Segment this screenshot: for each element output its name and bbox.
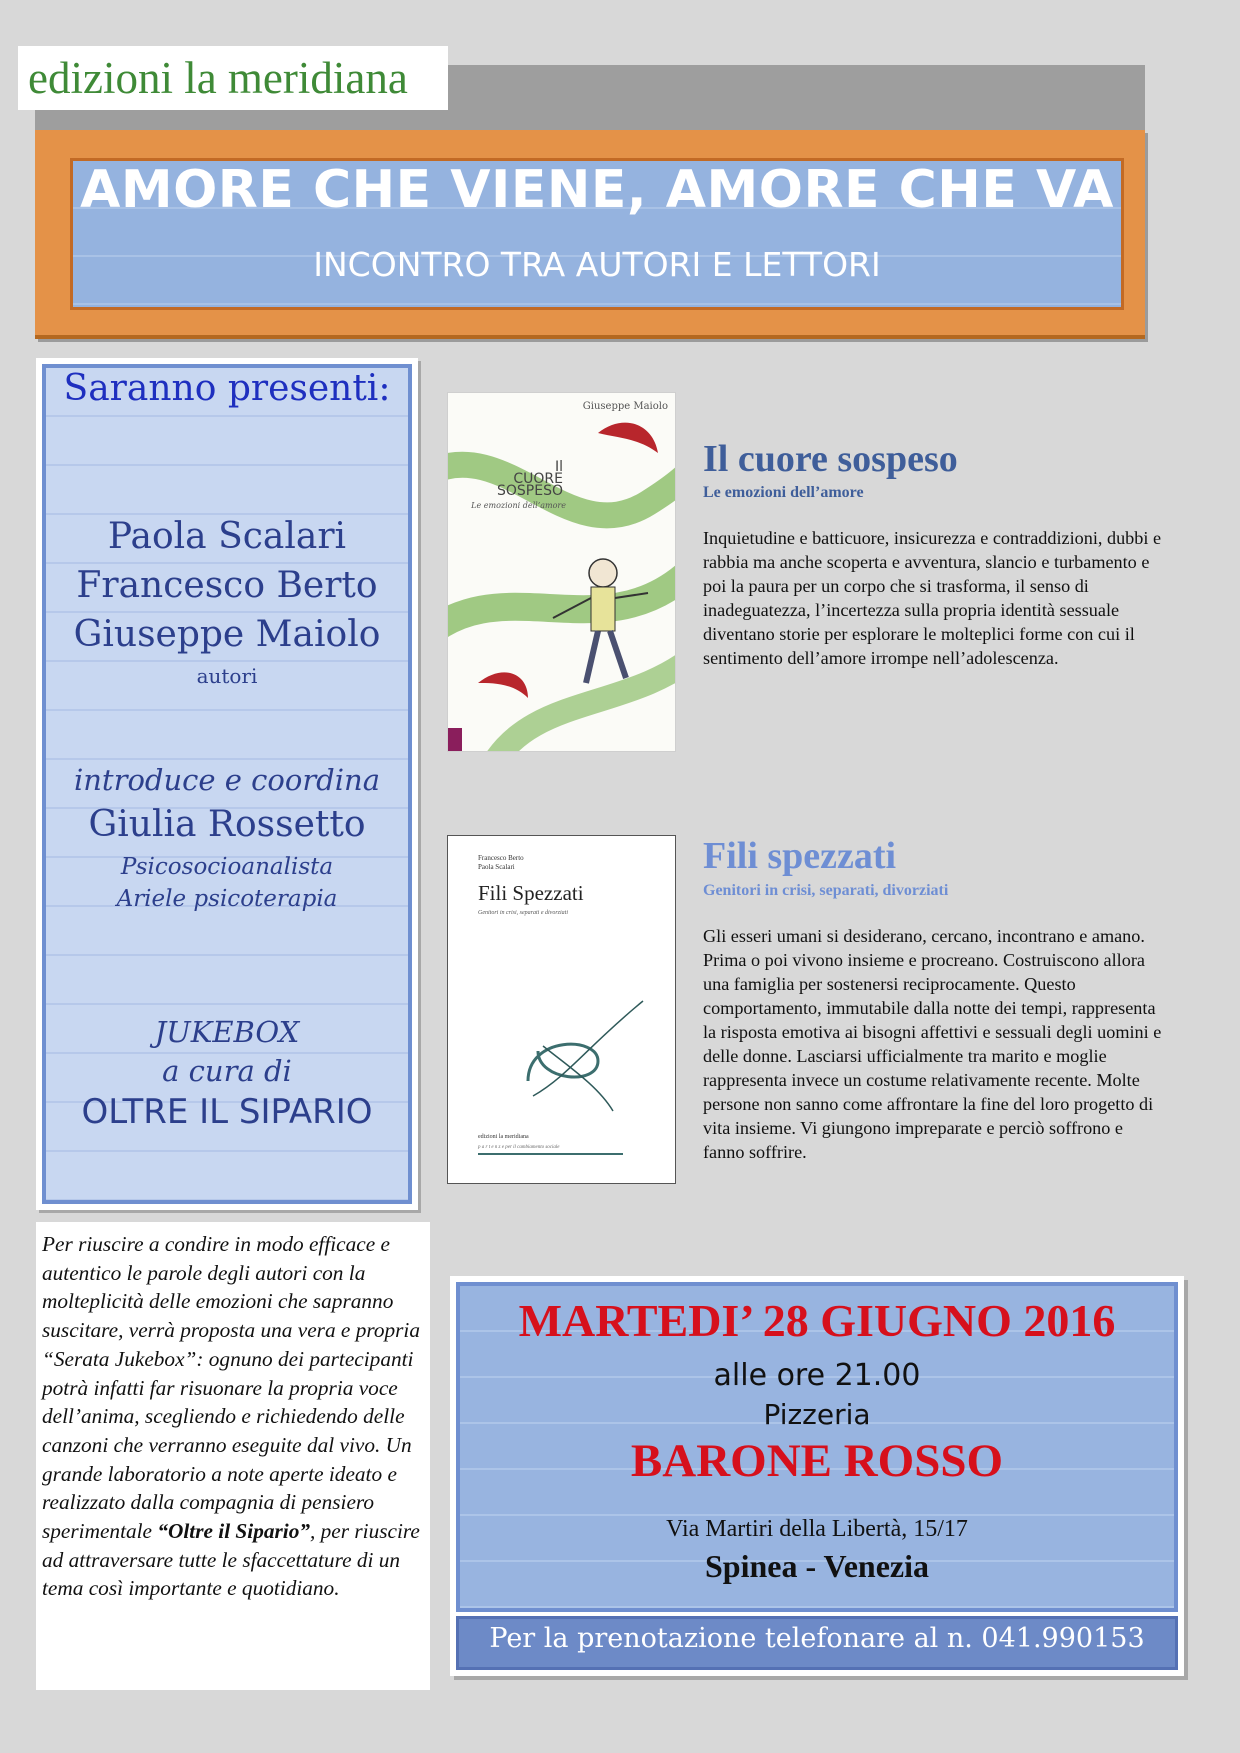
booking-phone: Per la prenotazione telefonare al n. 041.990153 [489, 1623, 1145, 1654]
event-time: alle ore 21.00 [713, 1358, 921, 1393]
book-subtitle: Le emozioni dell’amore [703, 484, 864, 501]
banner-title: AMORE CHE VIENE, AMORE CHE VA [80, 160, 1114, 220]
venue-name: BARONE ROSSO [630, 1435, 1004, 1487]
cover-knot-drawing [448, 836, 675, 1183]
jukebox-description [36, 1222, 430, 1690]
cover-author: Giuseppe Maiolo [582, 401, 668, 412]
banner-subtitle: INCONTRO TRA AUTORI E LETTORI [313, 245, 881, 284]
cover-subtitle: Le emozioni dell’amore [471, 501, 566, 510]
publisher-name: edizioni la meridiana [28, 53, 408, 103]
venue-address: Via Martiri della Libertà, 15/17 [666, 1516, 968, 1542]
presenters-panel [36, 358, 418, 1210]
cover-title: Fili Spezzati [478, 881, 584, 905]
author-name: Giuseppe Maiolo [73, 614, 381, 655]
moderator-role: Ariele psicoterapia [116, 886, 338, 912]
book-cover-cuore-sospeso [447, 392, 676, 752]
company-emphasis: “Oltre il Sipario” [157, 1519, 310, 1544]
cover-illustration [448, 393, 675, 751]
presenters-heading: Saranno presenti: [63, 368, 391, 409]
book-subtitle: Genitori in crisi, separati, divorziati [703, 882, 949, 899]
jukebox-description-text: Per riuscire a condire in modo efficace e autentico le parole degli autori con la molteplicità delle emozioni che sapranno suscitare, verrà proposta una vera e propria “Serata Jukebox”: ognuno dei partecipanti potrà infatti far risuonare la propria voce dell’anima, scegliendo e richiedendo delle canzoni che verranno eseguite dal vivo. Un grande laboratorio a note aperte ideato e realizzato dalla compagnia di pensiero sperimentale “Oltre il Sipario”, per riuscire ad attraversare tutte le sfaccettature di un tema così importante e quotidiano. [42, 1232, 420, 1601]
jukebox-by: a cura di [162, 1054, 292, 1088]
authors-label: autori [196, 664, 258, 688]
book-title: Il cuore sospeso [703, 438, 958, 480]
moderator-role: Psicosocioanalista [120, 854, 334, 880]
jukebox-company: OLTRE IL SIPARIO [81, 1092, 373, 1132]
cover-author: Paola Scalari [478, 863, 515, 871]
cover-publisher: edizioni la meridiana [478, 1134, 529, 1140]
event-date: MARTEDI’ 28 GIUGNO 2016 [518, 1295, 1116, 1346]
cover-subtitle: Genitori in crisi, separati e divorziati [478, 910, 568, 916]
moderator-intro: introduce e coordina [73, 763, 380, 797]
venue-city: Spinea - Venezia [704, 1548, 930, 1584]
book-description: Inquietudine e batticuore, insicurezza e contraddizioni, dubbi e rabbia ma anche scoperta e avventura, slancio e turbamento e poi la paura per un corpo che si trasforma, il senso di inadeguatezza, l’incertezza sulla propria identità sessuale diventano storie per esplorare le molteplici forme con cui il sentimento dell’amore irrompe nell’adolescenza. [703, 528, 1162, 668]
jukebox-title: JUKEBOX [154, 1015, 300, 1049]
event-box [450, 1276, 1184, 1676]
moderator-name: Giulia Rossetto [88, 804, 366, 845]
cover-title: Il CUORE SOSPESO [497, 459, 563, 499]
book-cover-fili-spezzati [447, 835, 676, 1184]
author-name: Paola Scalari [107, 516, 347, 557]
cover-author: Francesco Berto [478, 854, 524, 862]
publisher-logo [18, 46, 448, 110]
author-name: Francesco Berto [76, 565, 378, 606]
venue-type: Pizzeria [763, 1398, 871, 1431]
book-title: Fili spezzati [703, 835, 897, 877]
book-description: Gli esseri umani si desiderano, cercano, incontrano e amano. Prima o poi vivono insieme e procreano. Costruiscono allora una famiglia per sostenersi reciprocamente. Questo comportamento, immutabile dalla notte dei tempi, rappresenta la risposta emotiva ai bisogni affettivi e sessuali degli uomini e delle donne. Lasciarsi ufficialmente tra marito e moglie rappresenta invece un costume relativamente recente. Molte persone non sanno come affrontare la fine del loro progetto di vita insieme. Vi giungono impreparate e perciò soffrono e fanno soffrire. [703, 926, 1162, 1162]
cover-series: p a r t e n z e per il cambiamento sociale [478, 1145, 560, 1150]
